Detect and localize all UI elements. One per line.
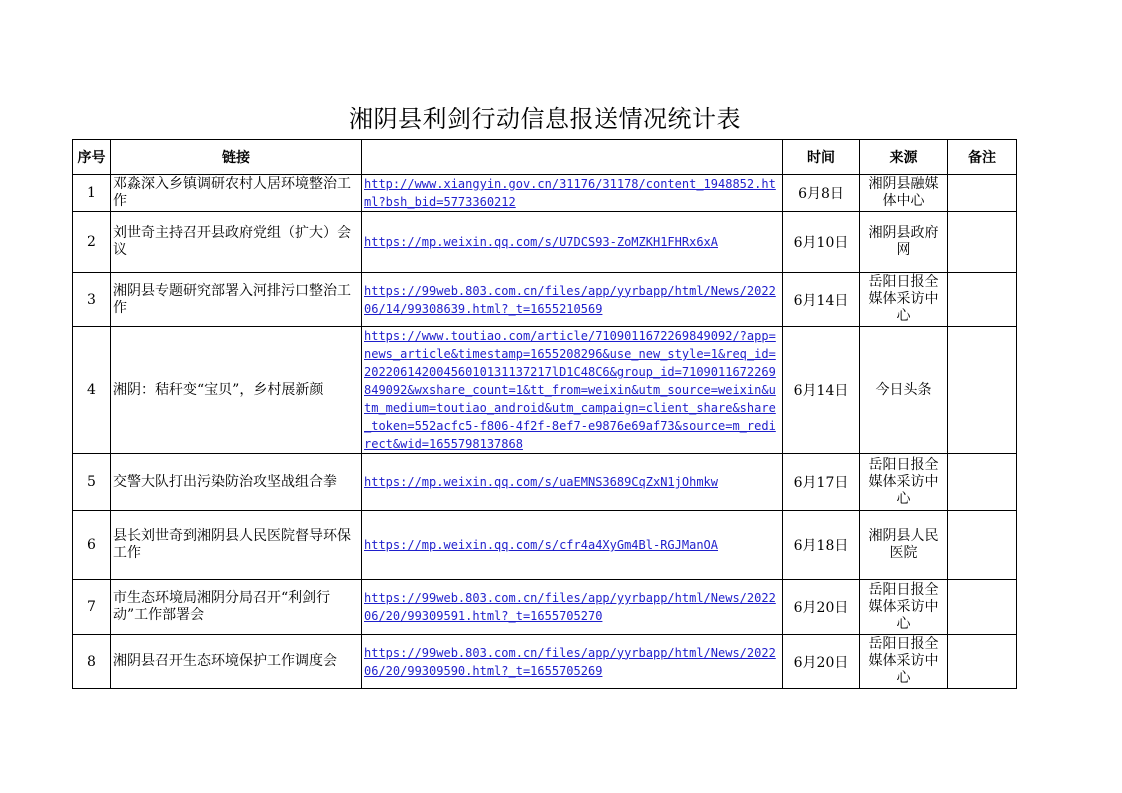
row-seq: 7 [73, 580, 111, 635]
row-url-link[interactable]: https://mp.weixin.qq.com/s/uaEMNS3689CqZxN1jOhmkw [362, 454, 783, 511]
header-row [73, 140, 1017, 175]
row-source: 岳阳日报全媒体采访中心 [860, 580, 948, 635]
row-note [948, 273, 1017, 327]
row-source: 岳阳日报全媒体采访中心 [860, 273, 948, 327]
row-time: 6月14日 [783, 273, 860, 327]
row-seq: 3 [73, 273, 111, 327]
row-subject: 交警大队打出污染防治攻坚战组合拳 [111, 454, 362, 511]
table-row [73, 511, 1017, 580]
row-source: 湘阴县人民医院 [860, 511, 948, 580]
row-time: 6月10日 [783, 212, 860, 273]
row-url-link[interactable]: https://mp.weixin.qq.com/s/U7DCS93-ZoMZKH1FHRx6xA [362, 212, 783, 273]
row-subject: 市生态环境局湘阴分局召开“利剑行动”工作部署会 [111, 580, 362, 635]
row-url-link[interactable]: https://99web.803.com.cn/files/app/yyrbapp/html/News/202206/20/99309591.html?_t=1655705270 [362, 580, 783, 635]
row-seq: 2 [73, 212, 111, 273]
table-row [73, 580, 1017, 635]
row-subject: 湘阴县专题研究部署入河排污口整治工作 [111, 273, 362, 327]
header-link: 链接 [111, 140, 362, 175]
row-url-link[interactable]: https://www.toutiao.com/article/7109011672269849092/?app=news_article&timestamp=1655208296&use_new_style=1&req_id=20220614200456010131137217lD1C48C6&group_id=7109011672269849092&wxshare_count=1&tt_from=weixin&utm_source=weixin&utm_medium=toutiao_android&utm_campaign=client_share&share_token=552acfc5-f806-4f2f-8ef7-e9876e69af73&source=m_redirect&wid=1655798137868 [362, 327, 783, 454]
header-time: 时间 [783, 140, 860, 175]
row-source: 今日头条 [860, 327, 948, 454]
table-row [73, 212, 1017, 273]
row-time: 6月18日 [783, 511, 860, 580]
row-seq: 6 [73, 511, 111, 580]
header-source: 来源 [860, 140, 948, 175]
row-seq: 4 [73, 327, 111, 454]
header-url [362, 140, 783, 175]
header-note: 备注 [948, 140, 1017, 175]
row-time: 6月14日 [783, 327, 860, 454]
header-seq: 序号 [73, 140, 111, 175]
page-title: 湘阴县利剑行动信息报送情况统计表 [349, 105, 741, 133]
row-subject: 县长刘世奇到湘阴县人民医院督导环保工作 [111, 511, 362, 580]
row-note [948, 175, 1017, 212]
report-table [72, 139, 1017, 689]
row-note [948, 511, 1017, 580]
row-note [948, 635, 1017, 689]
row-subject: 邓淼深入乡镇调研农村人居环境整治工作 [111, 175, 362, 212]
table-row [73, 273, 1017, 327]
row-note [948, 327, 1017, 454]
row-source: 岳阳日报全媒体采访中心 [860, 454, 948, 511]
row-source: 湘阴县政府网 [860, 212, 948, 273]
row-url-link[interactable]: https://99web.803.com.cn/files/app/yyrbapp/html/News/202206/14/99308639.html?_t=1655210569 [362, 273, 783, 327]
row-note [948, 212, 1017, 273]
row-subject: 刘世奇主持召开县政府党组（扩大）会议 [111, 212, 362, 273]
table-row [73, 454, 1017, 511]
table-row [73, 635, 1017, 689]
row-time: 6月17日 [783, 454, 860, 511]
row-source: 岳阳日报全媒体采访中心 [860, 635, 948, 689]
row-note [948, 454, 1017, 511]
row-subject: 湘阴：秸秆变“宝贝”，乡村展新颜 [111, 327, 362, 454]
row-subject: 湘阴县召开生态环境保护工作调度会 [111, 635, 362, 689]
row-seq: 5 [73, 454, 111, 511]
row-url-link[interactable]: https://99web.803.com.cn/files/app/yyrbapp/html/News/202206/20/99309590.html?_t=1655705269 [362, 635, 783, 689]
table-row [73, 175, 1017, 212]
table-row [73, 327, 1017, 454]
row-time: 6月20日 [783, 580, 860, 635]
row-note [948, 580, 1017, 635]
row-url-link[interactable]: http://www.xiangyin.gov.cn/31176/31178/content_1948852.html?bsh_bid=5773360212 [362, 175, 783, 212]
row-url-link[interactable]: https://mp.weixin.qq.com/s/cfr4a4XyGm4Bl-RGJManOA [362, 511, 783, 580]
row-seq: 1 [73, 175, 111, 212]
row-time: 6月20日 [783, 635, 860, 689]
row-seq: 8 [73, 635, 111, 689]
row-source: 湘阴县融媒体中心 [860, 175, 948, 212]
row-time: 6月8日 [783, 175, 860, 212]
